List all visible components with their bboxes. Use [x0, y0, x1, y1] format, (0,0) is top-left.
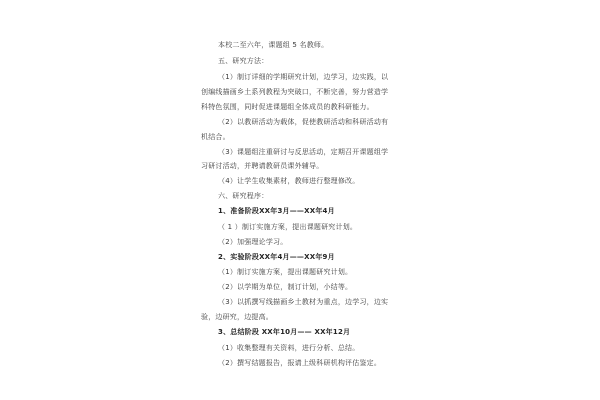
- text-line: 本校二至六年，课题组 5 名教师。: [218, 41, 329, 49]
- text-line: （4）让学生收集素材，教师进行整理修改。: [218, 177, 360, 185]
- text-line: 创编线描画乡土系列教程为突破口，不断完善，努力营造学: [201, 88, 389, 96]
- section-heading: 六、研究程序：: [218, 192, 269, 200]
- text-line: 验，边研究，边提高。: [201, 313, 273, 321]
- text-line: （ 1 ）制订实施方案，提出课题研究计划。: [218, 223, 358, 231]
- text-line: 科特色氛围，同时促进课题组全体成员的教科研能力。: [201, 103, 374, 111]
- phase-heading: 3、总结阶段 XX年10月—— XX年12月: [218, 328, 351, 336]
- text-line: （2）撰写结题报告，报请上级科研机构评估鉴定。: [218, 359, 382, 367]
- phase-heading: 1、准备阶段XX年3月——XX年4月: [218, 207, 335, 215]
- text-line: （2）以教研活动为载体，促使教研活动和科研活动有: [218, 118, 389, 126]
- text-line: （1）制订详细的学期研究计划，边学习，边实践，以: [218, 73, 389, 81]
- text-line: （1）收集整理有关资料，进行分析、总结。: [218, 344, 360, 352]
- text-line: 机结合。: [201, 133, 230, 141]
- text-line: 习研讨活动，并聘请教研员课外辅导。: [201, 162, 324, 170]
- text-line: （3）以抓撰写线描画乡土教材为重点，边学习，边实: [218, 298, 389, 306]
- text-line: （2）加强理论学习。: [218, 238, 288, 246]
- text-line: （3）课题组注重研讨与反思活动，定期召开课题组学: [218, 148, 389, 156]
- text-line: （1）制订实施方案，提出课题研究计划。: [218, 268, 353, 276]
- text-line: （2）以学期为单位，制订计划，小结等。: [218, 283, 353, 291]
- section-heading: 五、研究方法：: [218, 57, 269, 65]
- phase-heading: 2、实验阶段XX年4月——XX年9月: [218, 253, 335, 261]
